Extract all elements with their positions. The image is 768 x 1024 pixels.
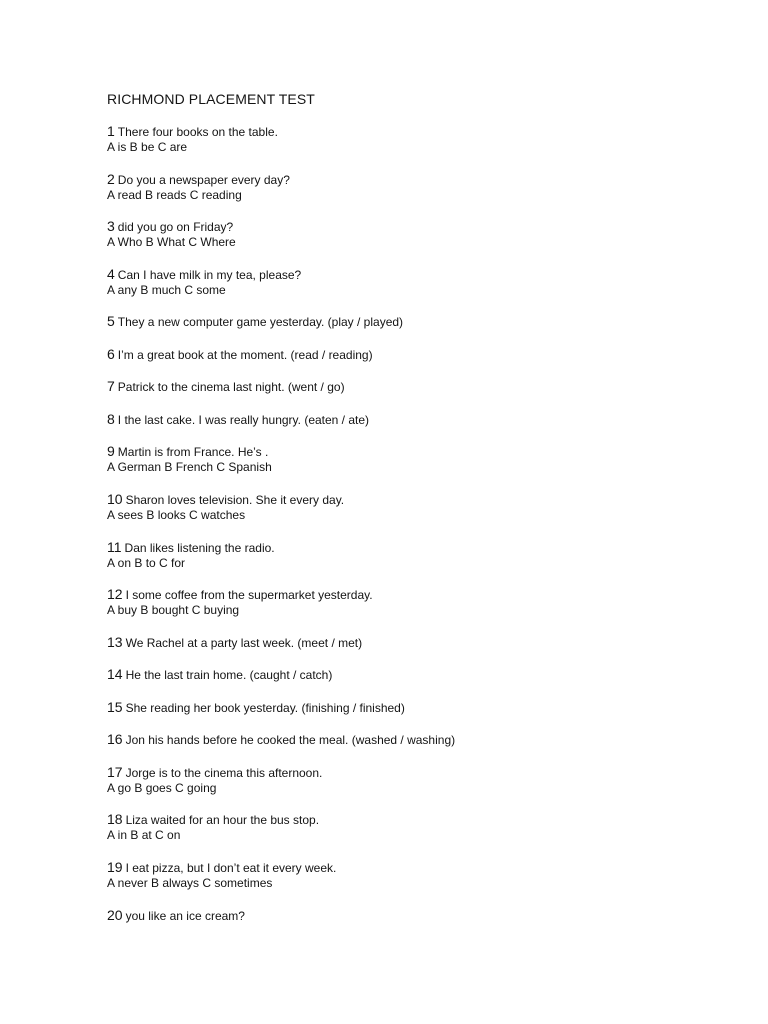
question-number: 17 xyxy=(107,763,123,780)
question-number: 1 xyxy=(107,123,115,139)
question-line xyxy=(107,860,707,876)
question-options: A German B French C Spanish xyxy=(107,460,272,475)
question-line xyxy=(107,765,707,781)
question-text: She reading her book yesterday. (finishing / finished) xyxy=(125,700,405,715)
question-12 xyxy=(107,587,707,635)
question-line xyxy=(107,412,707,428)
question-text: There four books on the table. xyxy=(117,125,278,139)
question-text: you like an ice cream? xyxy=(125,908,245,923)
question-7 xyxy=(107,379,707,412)
question-text: I’m a great book at the moment. (read / reading) xyxy=(117,347,373,362)
question-1 xyxy=(107,124,707,172)
question-number: 19 xyxy=(107,858,123,875)
question-8 xyxy=(107,412,707,445)
question-number: 12 xyxy=(107,586,123,603)
question-text: We Rachel at a party last week. (meet / met) xyxy=(125,635,363,650)
question-options: A on B to C for xyxy=(107,555,186,570)
question-line xyxy=(107,732,707,748)
question-text: Sharon loves television. She it every day. xyxy=(125,492,345,507)
question-options: A sees B looks C watches xyxy=(107,507,246,522)
question-line xyxy=(107,124,707,140)
question-11 xyxy=(107,540,707,588)
question-text: He the last train home. (caught / catch) xyxy=(125,668,333,683)
question-9 xyxy=(107,444,707,492)
question-16 xyxy=(107,732,707,765)
question-line xyxy=(107,700,707,716)
question-text: Martin is from France. He’s . xyxy=(117,445,269,460)
question-options: A buy B bought C buying xyxy=(107,603,240,618)
question-number: 13 xyxy=(107,633,123,650)
question-options: A read B reads C reading xyxy=(107,187,242,202)
question-text: They a new computer game yesterday. (play / played) xyxy=(117,315,404,330)
question-options: A is B be C are xyxy=(107,140,188,154)
question-text: Jon his hands before he cooked the meal. (washed / washing) xyxy=(125,733,456,748)
question-number: 18 xyxy=(107,811,123,828)
question-line xyxy=(107,379,707,395)
question-number: 8 xyxy=(107,410,115,427)
question-18 xyxy=(107,812,707,860)
document-page xyxy=(107,90,707,940)
question-number: 16 xyxy=(107,731,123,748)
question-line xyxy=(107,492,707,508)
question-text: I eat pizza, but I don’t eat it every week. xyxy=(125,860,337,875)
question-line xyxy=(107,635,707,651)
question-13 xyxy=(107,635,707,668)
question-text: Can I have milk in my tea, please? xyxy=(117,267,302,282)
question-number: 3 xyxy=(107,218,115,235)
question-line xyxy=(107,172,707,188)
question-number: 11 xyxy=(107,538,122,555)
question-line xyxy=(107,540,707,556)
question-text: I some coffee from the supermarket yesterday. xyxy=(125,588,373,603)
question-text: Dan likes listening the radio. xyxy=(124,540,275,555)
question-line xyxy=(107,587,707,603)
question-number: 6 xyxy=(107,345,115,362)
question-options: A go B goes C going xyxy=(107,780,217,795)
document-title: RICHMOND PLACEMENT TEST xyxy=(107,91,315,107)
question-line xyxy=(107,219,707,235)
question-5 xyxy=(107,314,707,347)
question-line xyxy=(107,667,707,683)
question-number: 5 xyxy=(107,313,115,330)
question-text: Do you a newspaper every day? xyxy=(117,172,290,187)
question-number: 20 xyxy=(107,906,123,923)
question-number: 9 xyxy=(107,443,115,460)
question-text: Jorge is to the cinema this afternoon. xyxy=(125,765,323,780)
question-14 xyxy=(107,667,707,700)
question-number: 4 xyxy=(107,265,115,282)
question-text: did you go on Friday? xyxy=(117,220,234,235)
question-number: 10 xyxy=(107,490,123,507)
question-4 xyxy=(107,267,707,315)
question-line xyxy=(107,444,707,460)
question-number: 15 xyxy=(107,698,123,715)
question-19 xyxy=(107,860,707,908)
question-line xyxy=(107,347,707,363)
question-17 xyxy=(107,765,707,813)
question-number: 7 xyxy=(107,378,115,395)
question-line xyxy=(107,314,707,330)
question-6 xyxy=(107,347,707,380)
question-options: A any B much C some xyxy=(107,282,226,297)
question-text: Liza waited for an hour the bus stop. xyxy=(125,813,320,828)
question-15 xyxy=(107,700,707,733)
question-options: A never B always C sometimes xyxy=(107,875,273,890)
question-3 xyxy=(107,219,707,267)
question-line xyxy=(107,812,707,828)
question-text: Patrick to the cinema last night. (went / go) xyxy=(117,380,345,395)
question-10 xyxy=(107,492,707,540)
question-line xyxy=(107,908,707,924)
question-2 xyxy=(107,172,707,220)
question-number: 14 xyxy=(107,666,123,683)
question-text: I the last cake. I was really hungry. (eaten / ate) xyxy=(117,412,370,427)
question-line xyxy=(107,267,707,283)
question-20 xyxy=(107,908,707,941)
question-options: A Who B What C Where xyxy=(107,235,236,250)
question-options: A in B at C on xyxy=(107,828,181,843)
question-number: 2 xyxy=(107,170,115,187)
